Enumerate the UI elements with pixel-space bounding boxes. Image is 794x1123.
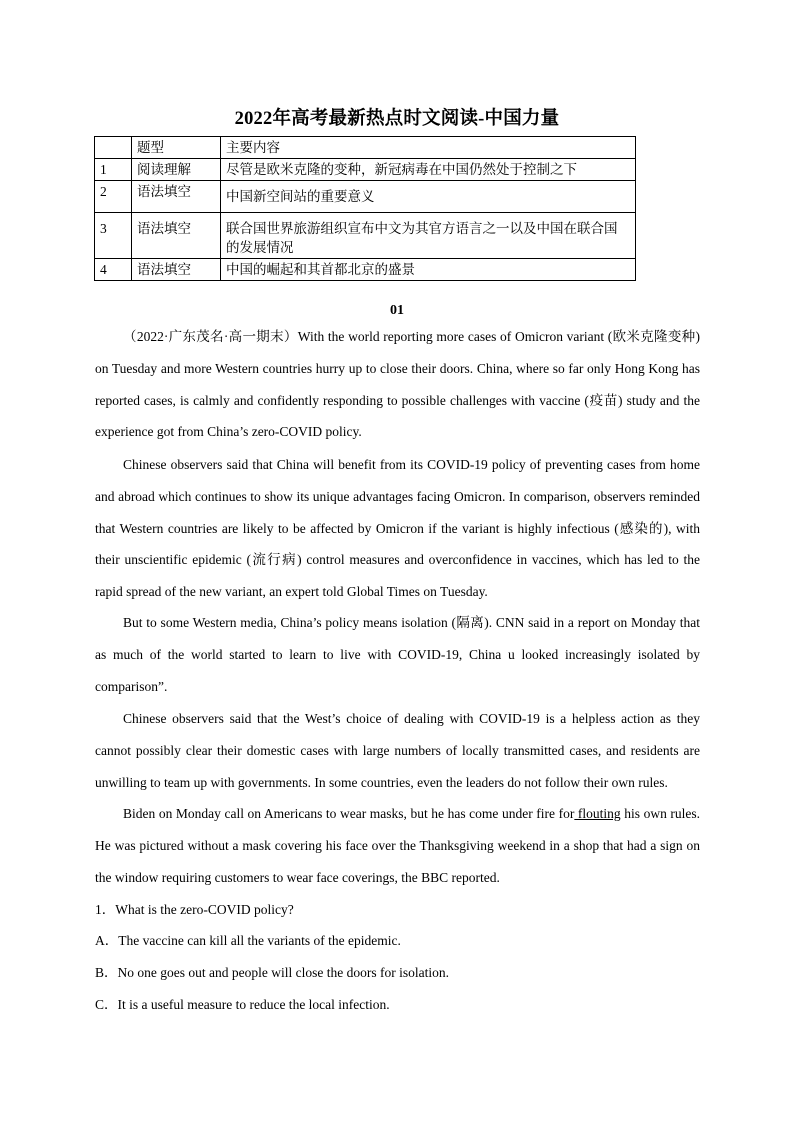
passage-paragraph-2: Chinese observers said that China will benefit from its COVID-19 policy of preventing cases from home and abroad which continues to show its unique advantages facing Omicron. In comparison, observers reminded that Western countries are likely to be affected by Omicron if the variant is highly infectious (感染的), with their unscientific epidemic (流行病) control measures and overconfidence in vaccines, which has led to the rapid spread of the new variant, an expert told Global Times on Tuesday. [95,457,700,600]
passage-paragraph-4: Chinese observers said that the West’s choice of dealing with COVID-19 is a helpless action as they cannot possibly clear their domestic cases with large numbers of locally transmitted cases, and residents are unwilling to team up with governments. In some countries, even the leaders do not follow their own rules. [95,711,700,790]
table-cell-type: 阅读理解 [132,159,221,181]
table-cell-content: 尽管是欧米克隆的变种，新冠病毒在中国仍然处于控制之下 [221,159,636,181]
table-cell-content: 中国的崛起和其首都北京的盛景 [221,259,636,281]
table-cell-type: 语法填空 [132,213,221,259]
table-cell-number: 1 [95,159,132,181]
passage-paragraph-5 [95,798,700,893]
question-option-a: A．The vaccine can kill all the variants of the epidemic. [95,933,401,948]
table-cell-type: 语法填空 [132,259,221,281]
paragraph-text: his own rules. He was pictured without a mask covering his face over the Thanksgiving weekend in a shop that had a sign on the window requiring customers to wear face coverings, the BBC reported. [95,806,701,885]
table-cell-number: 2 [95,181,132,213]
summary-table [94,136,636,281]
question-option-c: C．It is a useful measure to reduce the local infection. [95,997,390,1012]
section-number: 01 [390,303,404,318]
page-title: 2022年高考最新热点时文阅读-中国力量 [234,109,560,129]
table-cell-number: 3 [95,213,132,259]
table-row [95,181,636,213]
passage-paragraph-1: （2022·广东茂名·高一期末）With the world reporting more cases of Omicron variant (欧米克隆变种) on Tuesday and more Western countries hurry up to close their doors. China, where so far only Hong Kong has reported cases, is calmly and confidently responding to possible challenges with vaccine (疫苗) study and the experience got from China’s zero-COVID policy. [95,329,700,440]
question-stem: 1．What is the zero-COVID policy? [95,902,294,917]
table-cell-content: 中国新空间站的重要意义 [221,181,636,213]
underlined-word: flouting [574,806,621,821]
table-header-row [95,137,636,159]
table-header-cell: 题型 [132,137,221,159]
passage-paragraph-3: But to some Western media, China’s policy means isolation (隔离). CNN said in a report on Monday that as much of the world started to learn to live with COVID-19, China u looked increasingly isolated by comparison”. [95,615,700,694]
table-header-cell: 主要内容 [221,137,636,159]
table-row [95,213,636,259]
paragraph-text: Biden on Monday call on Americans to wear masks, but he has come under fire for [123,806,575,821]
table-cell-content: 联合国世界旅游组织宣布中文为其官方语言之一以及中国在联合国的发展情况 [221,213,636,259]
table-cell-type: 语法填空 [132,181,221,213]
table-row [95,259,636,281]
table-row [95,159,636,181]
table-header-cell [95,137,132,159]
table-cell-number: 4 [95,259,132,281]
question-option-b: B．No one goes out and people will close the doors for isolation. [95,965,449,980]
